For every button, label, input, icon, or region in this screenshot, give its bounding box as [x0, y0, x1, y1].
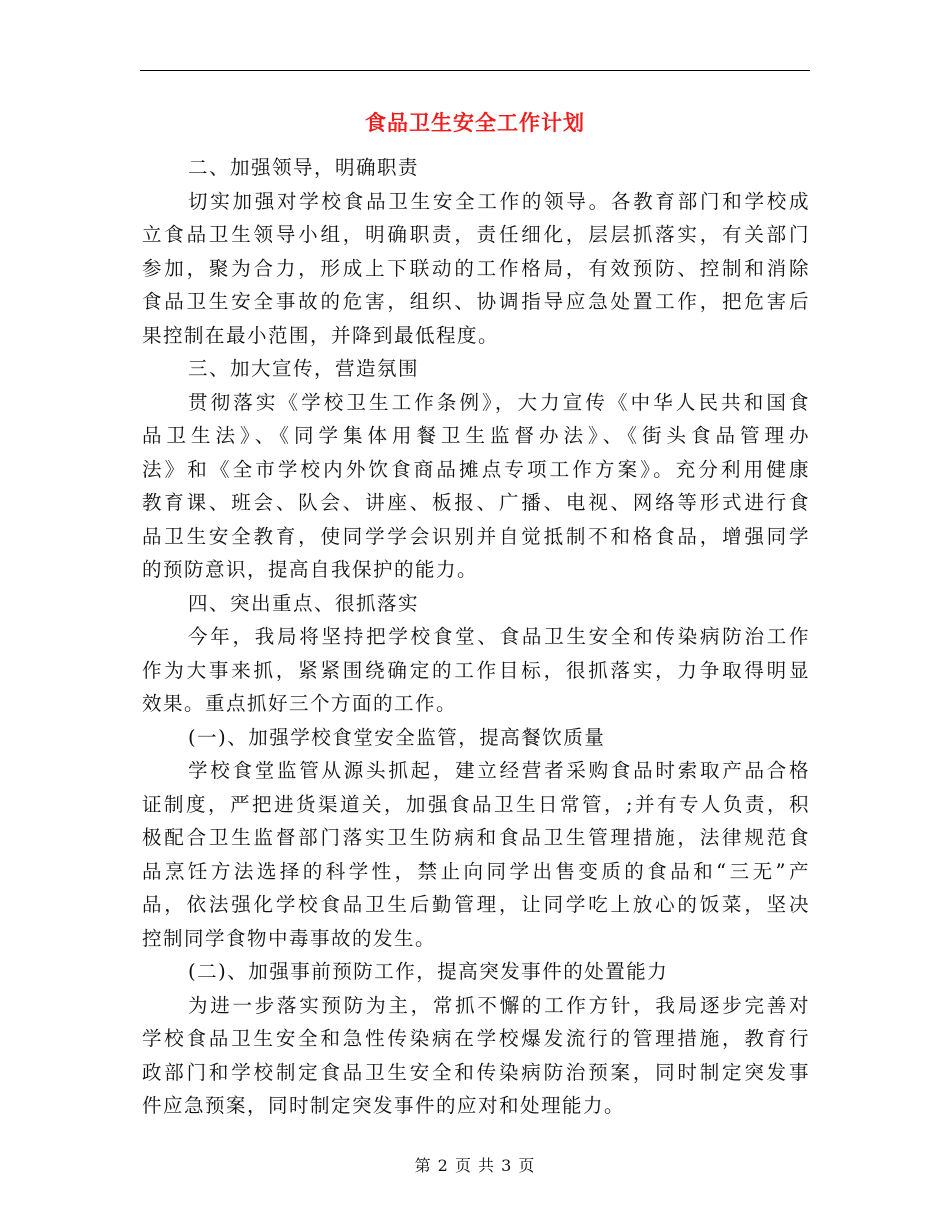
paragraph-line: 的预防意识，提高自我保护的能力。	[142, 558, 479, 581]
paragraph-line: 控制同学食物中毒事故的发生。	[142, 926, 437, 950]
paragraph-line: 效果。重点抓好三个方面的工作。	[142, 692, 458, 715]
paragraph-line: 食品卫生安全事故的危害，组织、协调指导应急处置工作，把危害后	[142, 290, 810, 313]
paragraph-line: 政部门和学校制定食品卫生安全和传染病防治预案，同时制定突发事	[142, 1060, 810, 1084]
document-title: 食品卫生安全工作计划	[365, 110, 585, 135]
subsection-heading: (二)、加强事前预防工作，提高突发事件的处置能力	[188, 960, 669, 983]
paragraph-line: 果控制在最小范围，并降到最低程度。	[142, 323, 500, 347]
paragraph-line: 品卫生法》、《同学集体用餐卫生监督办法》、《街头食品管理办	[142, 424, 810, 447]
paragraph-line: 法》和《全市学校内外饮食商品摊点专项工作方案》。充分利用健康	[142, 457, 810, 481]
paragraph-line: 品烹饪方法选择的科学性，禁止向同学出售变质的食品和“三无”产	[142, 859, 810, 883]
paragraph-line: 学校食品卫生安全和急性传染病在学校爆发流行的管理措施，教育行	[142, 1027, 810, 1050]
header-rule	[140, 70, 810, 71]
paragraph-line: 教育课、班会、队会、讲座、板报、广播、电视、网络等形式进行食	[142, 491, 810, 514]
paragraph-line: 品，依法强化学校食品卫生后勤管理，让同学吃上放心的饭菜，坚决	[142, 893, 810, 916]
paragraph-line: 作为大事来抓，紧紧围绕确定的工作目标，很抓落实，力争取得明显	[142, 658, 810, 682]
page-number-footer: 第 2 页 共 3 页	[414, 1156, 536, 1175]
paragraph-line: 为进一步落实预防为主，常抓不懈的工作方针，我局逐步完善对	[188, 993, 810, 1017]
document-body	[142, 151, 810, 1123]
paragraph-line: 参加，聚为合力，形成上下联动的工作格局，有效预防、控制和消除	[142, 256, 810, 280]
paragraph-line: 极配合卫生监督部门落实卫生防病和食品卫生管理措施，法律规范食	[142, 826, 810, 849]
section-heading: 四、突出重点、很抓落实	[188, 591, 420, 615]
paragraph-line: 品卫生安全教育，使同学学会识别并自觉抵制不和格食品，增强同学	[142, 524, 810, 548]
paragraph-line: 学校食堂监管从源头抓起，建立经营者采购食品时索取产品合格	[188, 759, 810, 782]
paragraph-line: 切实加强对学校食品卫生安全工作的领导。各教育部门和学校成	[188, 189, 810, 213]
paragraph-line: 证制度，严把进货渠道关，加强食品卫生日常管，;并有专人负责，积	[142, 792, 810, 816]
paragraph-line: 贯彻落实《学校卫生工作条例》，大力宣传《中华人民共和国食	[188, 390, 810, 414]
paragraph-line: 立食品卫生领导小组，明确职责，责任细化，层层抓落实，有关部门	[142, 223, 810, 246]
subsection-heading: (一)、加强学校食堂安全监管，提高餐饮质量	[188, 725, 606, 749]
paragraph-line: 件应急预案，同时制定突发事件的应对和处理能力。	[142, 1094, 626, 1117]
section-heading: 二、加强领导，明确职责	[188, 156, 420, 179]
paragraph-line: 今年，我局将坚持把学校食堂、食品卫生安全和传染病防治工作	[188, 625, 810, 648]
section-heading: 三、加大宣传，营造氛围	[188, 357, 420, 380]
